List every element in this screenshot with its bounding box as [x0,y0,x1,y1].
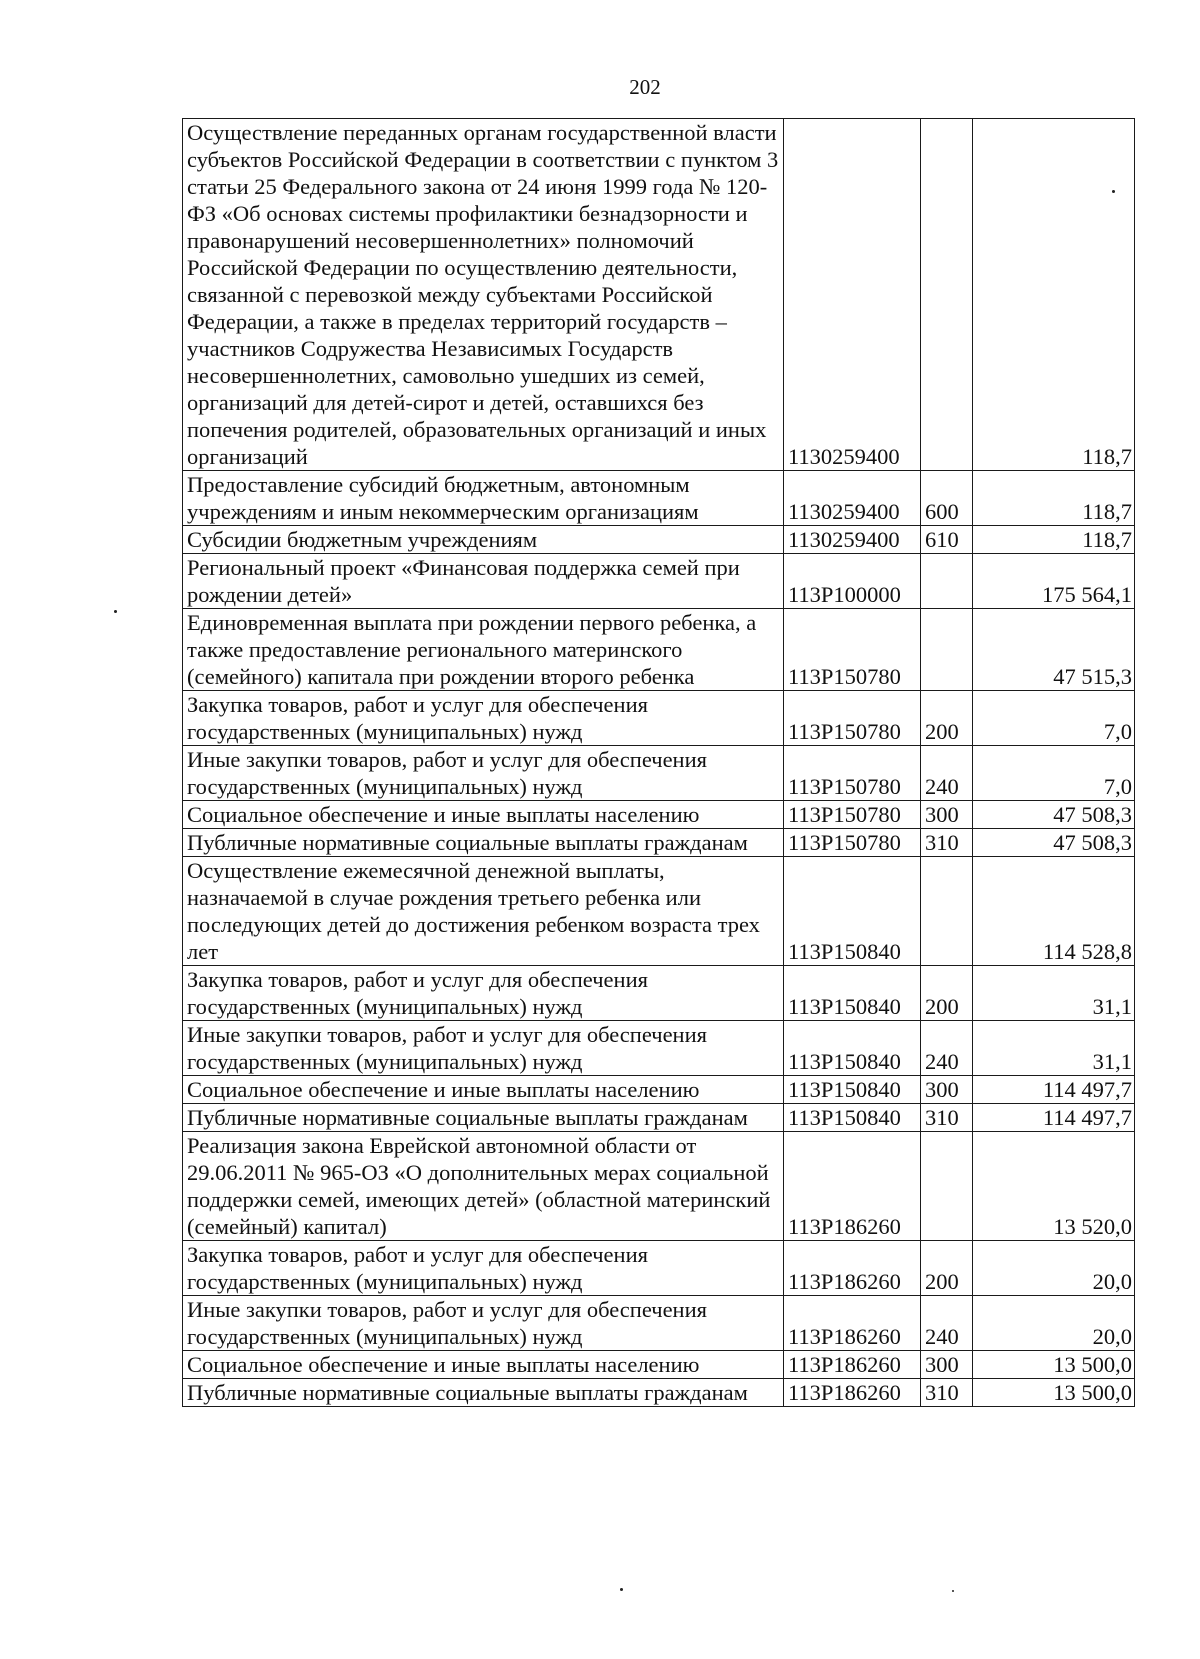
row-name: Осуществление ежемесячной денежной выплаты, назначаемой в случае рождения третьего ребенка или последующих детей до достижения ребенком возраста трех лет [183,857,784,966]
row-code: 113P150840 [784,857,921,966]
row-type: 200 [921,966,973,1021]
row-type: 310 [921,1379,973,1407]
row-sum: 20,0 [973,1296,1135,1351]
row-type [921,1132,973,1241]
row-name: Публичные нормативные социальные выплаты гражданам [183,1379,784,1407]
row-type: 240 [921,746,973,801]
row-name: Закупка товаров, работ и услуг для обеспечения государственных (муниципальных) нужд [183,966,784,1021]
row-code: 113P186260 [784,1296,921,1351]
table-row [183,471,1135,526]
row-sum: 114 497,7 [973,1076,1135,1104]
row-code: 113P150780 [784,829,921,857]
row-name: Предоставление субсидий бюджетным, автономным учреждениям и иным некоммерческим организациям [183,471,784,526]
row-type: 600 [921,471,973,526]
row-name: Субсидии бюджетным учреждениям [183,526,784,554]
row-name: Реализация закона Еврейской автономной области от 29.06.2011 № 965-ОЗ «О дополнительных мерах социальной поддержки семей, имеющих детей» (областной материнский (семейный) капитал) [183,1132,784,1241]
table-row [183,691,1135,746]
table-row [183,829,1135,857]
table-row [183,1379,1135,1407]
scan-speck [952,1590,954,1592]
row-sum: 118,7 [973,119,1135,471]
row-sum: 175 564,1 [973,554,1135,609]
table-row [183,1241,1135,1296]
row-name: Публичные нормативные социальные выплаты гражданам [183,1104,784,1132]
row-type: 300 [921,801,973,829]
row-type [921,554,973,609]
table-row [183,1104,1135,1132]
row-code: 113P150780 [784,746,921,801]
row-code: 113P186260 [784,1351,921,1379]
row-name: Социальное обеспечение и иные выплаты населению [183,1351,784,1379]
row-type: 240 [921,1296,973,1351]
row-code: 113P150780 [784,801,921,829]
row-code: 113P150840 [784,1104,921,1132]
table-row [183,1021,1135,1076]
scan-speck [1112,190,1115,193]
table-row [183,746,1135,801]
row-type: 300 [921,1076,973,1104]
row-sum: 13 500,0 [973,1351,1135,1379]
row-name: Социальное обеспечение и иные выплаты населению [183,1076,784,1104]
row-code: 113P150840 [784,966,921,1021]
row-code: 113P186260 [784,1132,921,1241]
row-sum: 118,7 [973,471,1135,526]
table-row [183,526,1135,554]
table-row [183,1351,1135,1379]
table-row [183,857,1135,966]
row-code: 113P150840 [784,1076,921,1104]
row-name: Иные закупки товаров, работ и услуг для обеспечения государственных (муниципальных) нужд [183,1021,784,1076]
row-type: 300 [921,1351,973,1379]
row-name: Осуществление переданных органам государственной власти субъектов Российской Федерации в соответствии с пунктом 3 статьи 25 Федерального закона от 24 июня 1999 года № 120-ФЗ «Об основах системы профилактики безнадзорности и правонарушений несовершеннолетних» полномочий Российской Федерации по осуществлению деятельности, связанной с перевозкой между субъектами Российской Федерации, а также в пределах территорий государств – участников Содружества Независимых Государств несовершеннолетних, самовольно ушедших из семей, организаций для детей-сирот и детей, оставшихся без попечения родителей, образовательных организаций и иных организаций [183,119,784,471]
row-sum: 114 497,7 [973,1104,1135,1132]
row-type: 200 [921,691,973,746]
row-type [921,609,973,691]
table-row [183,119,1135,471]
row-name: Публичные нормативные социальные выплаты гражданам [183,829,784,857]
row-type [921,119,973,471]
row-sum: 47 508,3 [973,801,1135,829]
row-name: Закупка товаров, работ и услуг для обеспечения государственных (муниципальных) нужд [183,691,784,746]
row-code: 113P150840 [784,1021,921,1076]
table-row [183,966,1135,1021]
row-type: 240 [921,1021,973,1076]
row-code: 1130259400 [784,526,921,554]
row-name: Социальное обеспечение и иные выплаты населению [183,801,784,829]
row-code: 113P150780 [784,609,921,691]
row-name: Закупка товаров, работ и услуг для обеспечения государственных (муниципальных) нужд [183,1241,784,1296]
row-type: 310 [921,829,973,857]
row-type: 200 [921,1241,973,1296]
table-row [183,609,1135,691]
row-code: 113P186260 [784,1379,921,1407]
table-row [183,801,1135,829]
scan-speck [114,610,117,613]
row-sum: 13 500,0 [973,1379,1135,1407]
row-sum: 114 528,8 [973,857,1135,966]
row-sum: 31,1 [973,1021,1135,1076]
row-code: 1130259400 [784,471,921,526]
row-sum: 20,0 [973,1241,1135,1296]
row-code: 113P100000 [784,554,921,609]
row-code: 1130259400 [784,119,921,471]
budget-table [182,118,1135,1407]
row-type: 310 [921,1104,973,1132]
row-code: 113P150780 [784,691,921,746]
row-sum: 47 508,3 [973,829,1135,857]
row-sum: 47 515,3 [973,609,1135,691]
table-row [183,1296,1135,1351]
page-number: 202 [629,75,661,99]
row-code: 113P186260 [784,1241,921,1296]
table-row [183,1076,1135,1104]
table-row [183,1132,1135,1241]
row-sum: 7,0 [973,746,1135,801]
table-row [183,554,1135,609]
row-name: Иные закупки товаров, работ и услуг для обеспечения государственных (муниципальных) нужд [183,746,784,801]
row-name: Региональный проект «Финансовая поддержка семей при рождении детей» [183,554,784,609]
row-type [921,857,973,966]
row-name: Иные закупки товаров, работ и услуг для обеспечения государственных (муниципальных) нужд [183,1296,784,1351]
row-type: 610 [921,526,973,554]
row-sum: 118,7 [973,526,1135,554]
row-sum: 31,1 [973,966,1135,1021]
scan-speck [620,1588,623,1591]
row-sum: 7,0 [973,691,1135,746]
row-sum: 13 520,0 [973,1132,1135,1241]
row-name: Единовременная выплата при рождении первого ребенка, а также предоставление регионального материнского (семейного) капитала при рождении второго ребенка [183,609,784,691]
